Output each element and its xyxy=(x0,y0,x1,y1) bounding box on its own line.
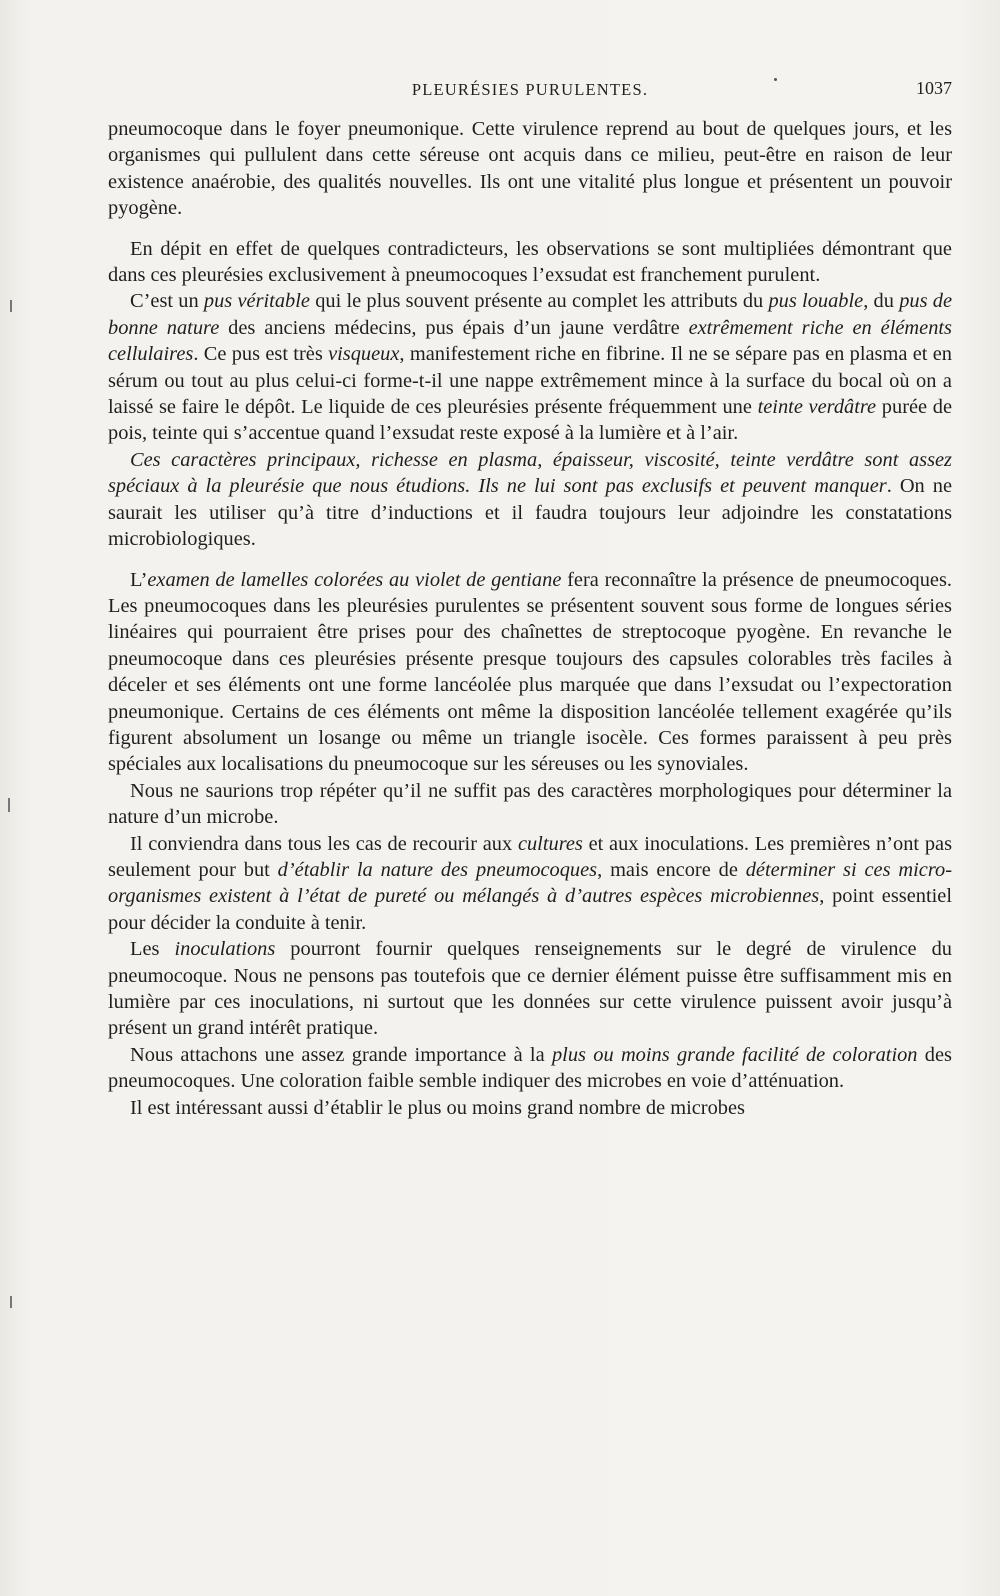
paragraph xyxy=(108,116,952,222)
text-run: qui le plus souvent présente au complet les attributs du xyxy=(309,290,769,313)
text-run: Nous attachons une assez grande importance à la xyxy=(130,1043,552,1066)
text-run: Il est intéressant aussi d’établir le plus ou moins grand nombre de microbes xyxy=(130,1096,745,1119)
text-run: , mais encore de xyxy=(597,858,746,881)
text-run: , point essentiel pour décider la conduite à tenir. xyxy=(108,885,953,934)
text-run: purée de pois, teinte qui s’accentue quand l’exsudat reste exposé à la lumière et à l’air. xyxy=(108,396,953,445)
print-speck xyxy=(774,78,777,81)
italic-run: visqueux xyxy=(328,343,400,366)
text-run: , manifestement riche en fibrine. Il ne se sépare pas en plasma et en sérum ou tout au plus celui-ci forme-t-il une nappe extrêmement mince à la surface du bocal où on a laissé se faire le dépôt. Le liquide de ces pleurésies présente fréquemment une xyxy=(108,343,952,419)
italic-run: examen de lamelles colorées au violet de gentiane xyxy=(147,568,562,591)
paragraph xyxy=(108,778,952,831)
italic-run: inoculations xyxy=(174,938,276,961)
paragraph xyxy=(108,288,952,446)
margin-mark xyxy=(10,1296,12,1308)
paragraph xyxy=(108,236,952,289)
italic-run: plus ou moins grande facilité de coloration xyxy=(551,1043,918,1066)
text-run: , du xyxy=(863,290,900,313)
text-run: . On ne saurait les utiliser qu’à titre d’inductions et il faudra toujours leur adjoindre les constatations microbiologiques. xyxy=(108,475,952,551)
body-text xyxy=(108,116,952,1121)
text-run: des anciens médecins, pus épais d’un jaune verdâtre xyxy=(219,316,689,339)
italic-run: cultures xyxy=(517,832,583,855)
text-run: pneumocoque dans le foyer pneumonique. Cette virulence reprend au bout de quelques jours, et les organismes qui pullulent dans cette séreuse ont acquis dans ce milieu, peut-être en raison de leur existence anaérobie, des qualités nouvelles. Ils ont une vitalité plus longue et présentent un pouvoir pyogène. xyxy=(108,118,952,220)
text-run: En dépit en effet de quelques contradicteurs, les observations se sont multipliées démontrant que dans ces pleurésies exclusivement à pneumocoques l’exsudat est franchement purulent. xyxy=(108,237,952,287)
running-title: PLEURÉSIES PURULENTES. xyxy=(411,80,649,99)
paragraph xyxy=(108,831,952,937)
text-run: L’ xyxy=(130,568,148,591)
text-run: . Ce pus est très xyxy=(193,343,329,366)
italic-run: déterminer si ces micro-organismes existent à l’état de pureté ou mélangés à d’autres espèces microbiennes xyxy=(108,858,952,908)
text-run: et aux inoculations. Les premières n’ont pas seulement pour but xyxy=(108,832,953,881)
italic-run: pus louable xyxy=(768,290,864,313)
text-run: fera reconnaître la présence de pneumocoques. Les pneumocoques dans les pleurésies purulentes se présentent souvent sous forme de longues séries linéaires qui pourraient être prises pour des chaînettes de streptocoque pyogène. En revanche le pneumocoque dans ces pleurésies présente presque toujours des capsules colorables très faciles à déceler et ses éléments ont une forme lancéolée plus marquée que dans l’exsudat ou l’expectoration pneumonique. Certains de ces éléments ont même la disposition lancéolée tellement exagérée qu’ils figurent absolument un losange ou même un triangle isocèle. Ces formes paraissent à peu près spéciales aux localisations du pneumocoque sur les séreuses ou les synoviales. xyxy=(108,568,952,776)
italic-run: extrêmement riche en éléments cellulaires xyxy=(108,316,952,366)
margin-mark xyxy=(10,300,12,312)
text-run: Les xyxy=(130,938,175,961)
paragraph xyxy=(108,1095,952,1121)
paragraph xyxy=(108,447,952,553)
paragraph xyxy=(108,567,952,778)
italic-run: Ces caractères principaux, richesse en plasma, épaisseur, viscosité, teinte verdâtre sont assez spéciaux à la pleurésie que nous étudions. Ils ne lui sont pas exclusifs et peuvent manquer xyxy=(108,448,952,498)
text-run: des pneumocoques. Une coloration faible semble indiquer des microbes en voie d’atténuation. xyxy=(108,1043,952,1093)
text-run: Il conviendra dans tous les cas de recourir aux xyxy=(130,832,518,855)
italic-run: pus véritable xyxy=(203,290,310,313)
paragraph xyxy=(108,936,952,1042)
text-run: C’est un xyxy=(130,290,204,313)
italic-run: d’établir la nature des pneumocoques xyxy=(277,858,598,881)
page-header xyxy=(108,78,952,102)
italic-run: pus de bonne nature xyxy=(108,290,952,339)
text-run: Nous ne saurions trop répéter qu’il ne suffit pas des caractères morphologiques pour déterminer la nature d’un microbe. xyxy=(108,779,952,829)
page-number: 1037 xyxy=(916,78,952,98)
paragraph xyxy=(108,1042,952,1095)
text-run: pourront fournir quelques renseignements sur le degré de virulence du pneumocoque. Nous ne pensons pas toutefois que ce dernier élément puisse être suffisamment mis en lumière par ces inoculations, ni surtout que les données sur cette virulence puissent avoir jusqu’à présent un grand intérêt pratique. xyxy=(108,938,952,1040)
italic-run: teinte verdâtre xyxy=(757,396,877,419)
margin-mark xyxy=(8,798,10,812)
